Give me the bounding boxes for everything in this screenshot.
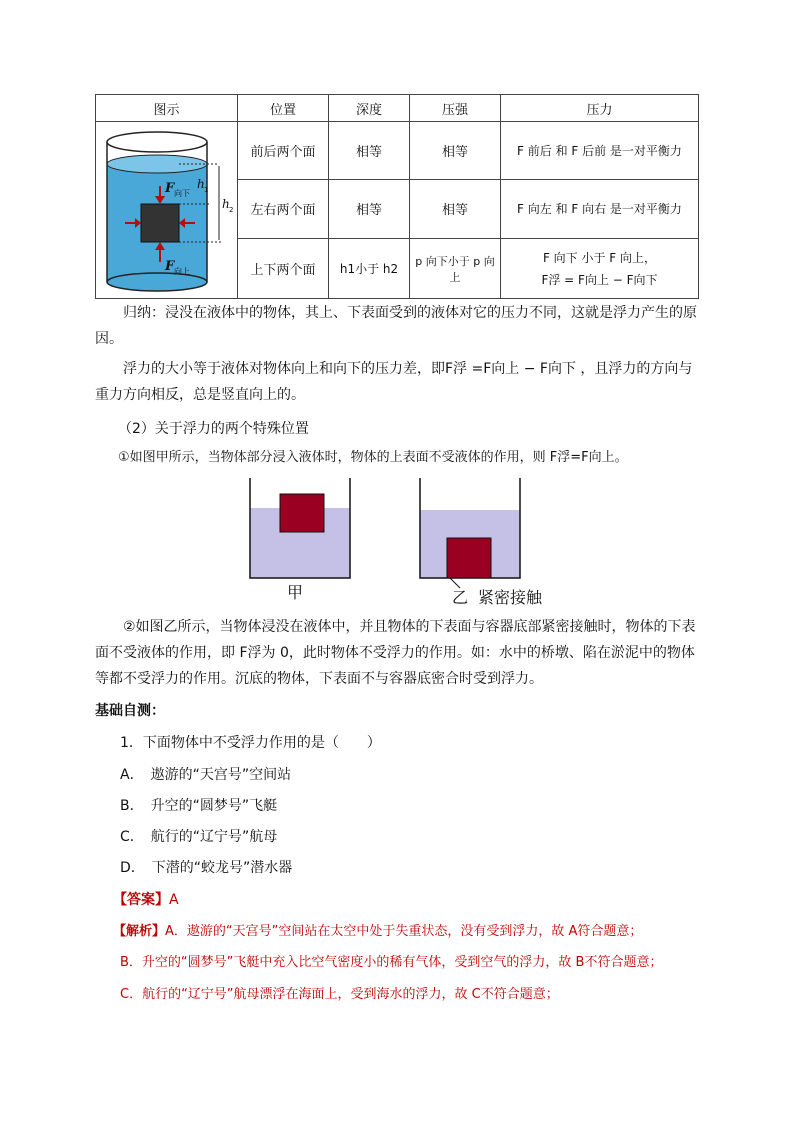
row3-position: 上下两个面 <box>238 239 329 299</box>
analysis-text-c: C．航行的“辽宁号”航母漂浮在海面上，受到海水的浮力，故 C不符合题意； <box>120 987 559 1002</box>
submerged-cube-figure <box>97 122 237 294</box>
answer-line <box>113 889 179 909</box>
row1-depth: 相等 <box>329 122 410 180</box>
svg-text:h: h <box>221 197 230 211</box>
svg-text:1: 1 <box>203 186 208 194</box>
row2-pressure: 相等 <box>410 179 501 239</box>
option-a: A． 遨游的“天宫号”空间站 <box>120 767 292 783</box>
option-d: D． 下潜的“蛟龙号”潜水器 <box>120 860 293 876</box>
f-up-label: F <box>164 259 174 274</box>
header-figure: 图示 <box>96 95 238 122</box>
summary-paragraph: 归纳：浸没在液体中的物体，其上、下表面受到的液体对它的压力不同，这就是浮力产生的原因。 <box>95 305 697 347</box>
question-stem: 1．下面物体中不受浮力作用的是（ ） <box>120 735 381 751</box>
contact-label: 紧密接触 <box>478 588 543 607</box>
row3-force-line2: F浮 = F向上 − F向下 <box>541 272 658 287</box>
special-case-1: ①如图甲所示，当物体部分浸入液体时，物体的上表面不受液体的作用，则 F浮=F向上。 <box>118 450 628 465</box>
row3-depth: h1小于 h2 <box>329 239 410 299</box>
analysis-label: 【解析】 <box>113 924 166 939</box>
header-position: 位置 <box>238 95 329 122</box>
row3-force-line1: F 向下 小于 F 向上， <box>542 250 657 265</box>
analysis-line-1 <box>113 920 642 939</box>
row1-pressure: 相等 <box>410 122 501 180</box>
header-force: 压力 <box>501 95 699 122</box>
analysis-text-b: B．升空的“圆梦号”飞艇中充入比空气密度小的稀有气体，受到空气的浮力，故 B不符合题意； <box>120 955 663 970</box>
option-b: B． 升空的“圆梦号”飞艇 <box>120 798 278 814</box>
row1-position: 前后两个面 <box>238 122 329 180</box>
basic-test-heading: 基础自测： <box>95 703 165 719</box>
figure-yi-label: 乙 <box>452 588 469 607</box>
special-case-2: ②如图乙所示，当物体浸没在液体中，并且物体的下表面与容器底部紧密接触时，物体的下表面不受液体的作用，即 F浮为 0，此时物体不受浮力的作用。如：水中的桥墩、陷在淤泥中的物体等都不受浮力的作用。沉底的物体，下表面不与容器底密合时受到浮力。 <box>95 619 696 687</box>
row3-pressure: p 向下小于 p 向上 <box>410 239 501 299</box>
header-depth: 深度 <box>329 95 410 122</box>
analysis-text-a: A．遨游的“天宫号”空间站在太空中处于失重状态，没有受到浮力，故 A符合题意； <box>165 924 643 939</box>
svg-text:向上: 向上 <box>173 267 190 276</box>
svg-text:向下: 向下 <box>173 189 190 198</box>
buoyancy-table <box>95 94 699 299</box>
answer-value: A <box>169 892 179 908</box>
figure-jia-label: 甲 <box>287 583 304 602</box>
header-pressure: 压强 <box>410 95 501 122</box>
section-title: （2）关于浮力的两个特殊位置 <box>118 421 309 437</box>
option-c: C． 航行的“辽宁号”航母 <box>120 829 278 845</box>
answer-label: 【答案】 <box>113 892 169 908</box>
buoyancy-definition-paragraph: 浮力的大小等于液体对物体向上和向下的压力差，即F浮 =F向上 − F向下 ，且浮力的方向与重力方向相反，总是竖直向上的。 <box>95 361 693 403</box>
row2-position: 左右两个面 <box>238 179 329 239</box>
row1-force: F 前后 和 F 后前 是一对平衡力 <box>501 122 699 180</box>
svg-text:h: h <box>196 177 205 191</box>
svg-text:2: 2 <box>228 206 233 214</box>
row2-force: F 向左 和 F 向右 是一对平衡力 <box>501 179 699 239</box>
row2-depth: 相等 <box>329 179 410 239</box>
f-down-label: F <box>164 181 174 196</box>
figure-cell <box>96 122 238 299</box>
row3-force <box>501 239 699 299</box>
